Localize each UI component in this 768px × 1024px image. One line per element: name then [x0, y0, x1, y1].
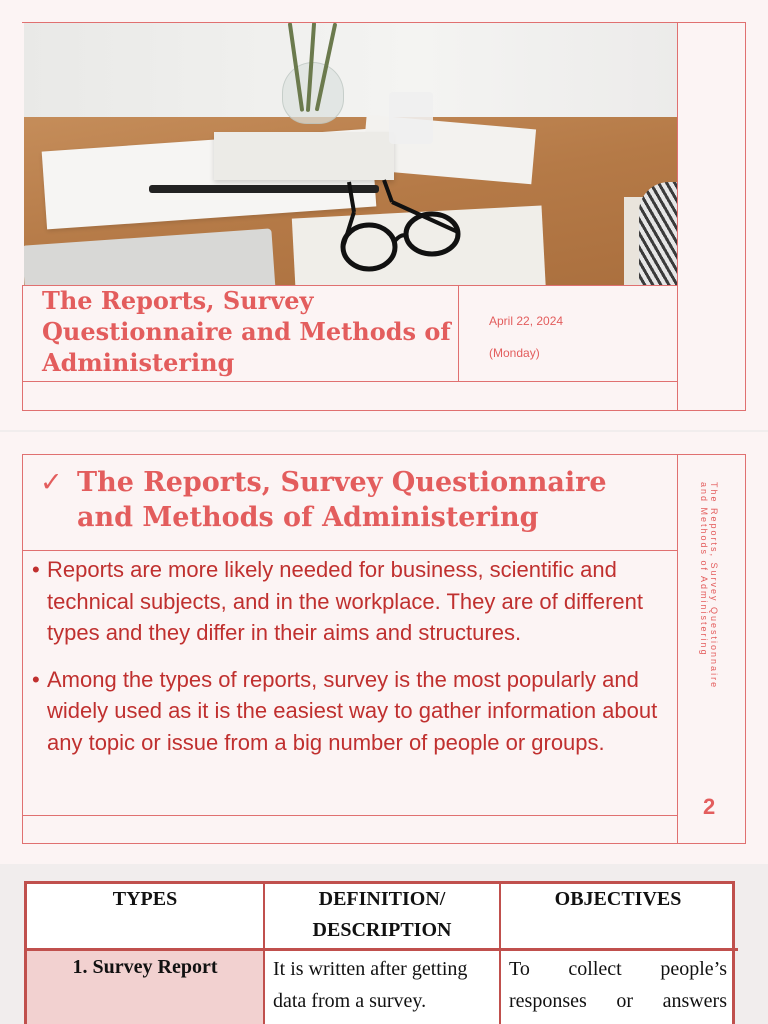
row-objective-line: To collect people’s: [509, 958, 727, 980]
desk-photo: [24, 22, 678, 285]
presentation-date: April 22, 2024: [489, 314, 564, 328]
header-objectives: OBJECTIVES: [554, 888, 682, 910]
presentation-day: (Monday): [489, 346, 540, 360]
row-type: 1. Survey Report: [72, 956, 218, 978]
title-slide: [0, 0, 768, 430]
bullet-item: • Among the types of reports, survey is the most popularly and widely used as it is the easiest way to gather information about any topic or issue from a big number of people or groups.: [32, 664, 662, 759]
slide-heading-text: The Reports, Survey Questionnaire and Methods of Administering: [77, 467, 607, 533]
side-running-title: The Reports, Survey Questionnaire and Methods of Administering: [699, 482, 719, 690]
content-slide: [0, 432, 768, 864]
header-definition: DEFINITION/: [318, 888, 446, 910]
header-description: DESCRIPTION: [312, 919, 452, 941]
bullet-list: [32, 554, 662, 773]
bullet-item: • Reports are more likely needed for business, scientific and technical subjects, and in the workplace. They are of different types and they differ in their aims and structures.: [32, 554, 662, 649]
row-definition-line: data from a survey.: [273, 990, 427, 1012]
header-types: TYPES: [112, 888, 178, 910]
slide-title: The Reports, Survey Questionnaire and Methods of Administering: [42, 286, 451, 377]
slide-heading: [40, 465, 660, 535]
checkmark-icon: ✓: [40, 467, 63, 498]
page-number: 2: [703, 794, 716, 819]
report-types-table: [24, 881, 735, 1024]
row-objective-line: responses or answers: [509, 990, 727, 1012]
row-definition-line: It is written after getting: [273, 958, 468, 980]
glasses-icon: [314, 172, 474, 282]
